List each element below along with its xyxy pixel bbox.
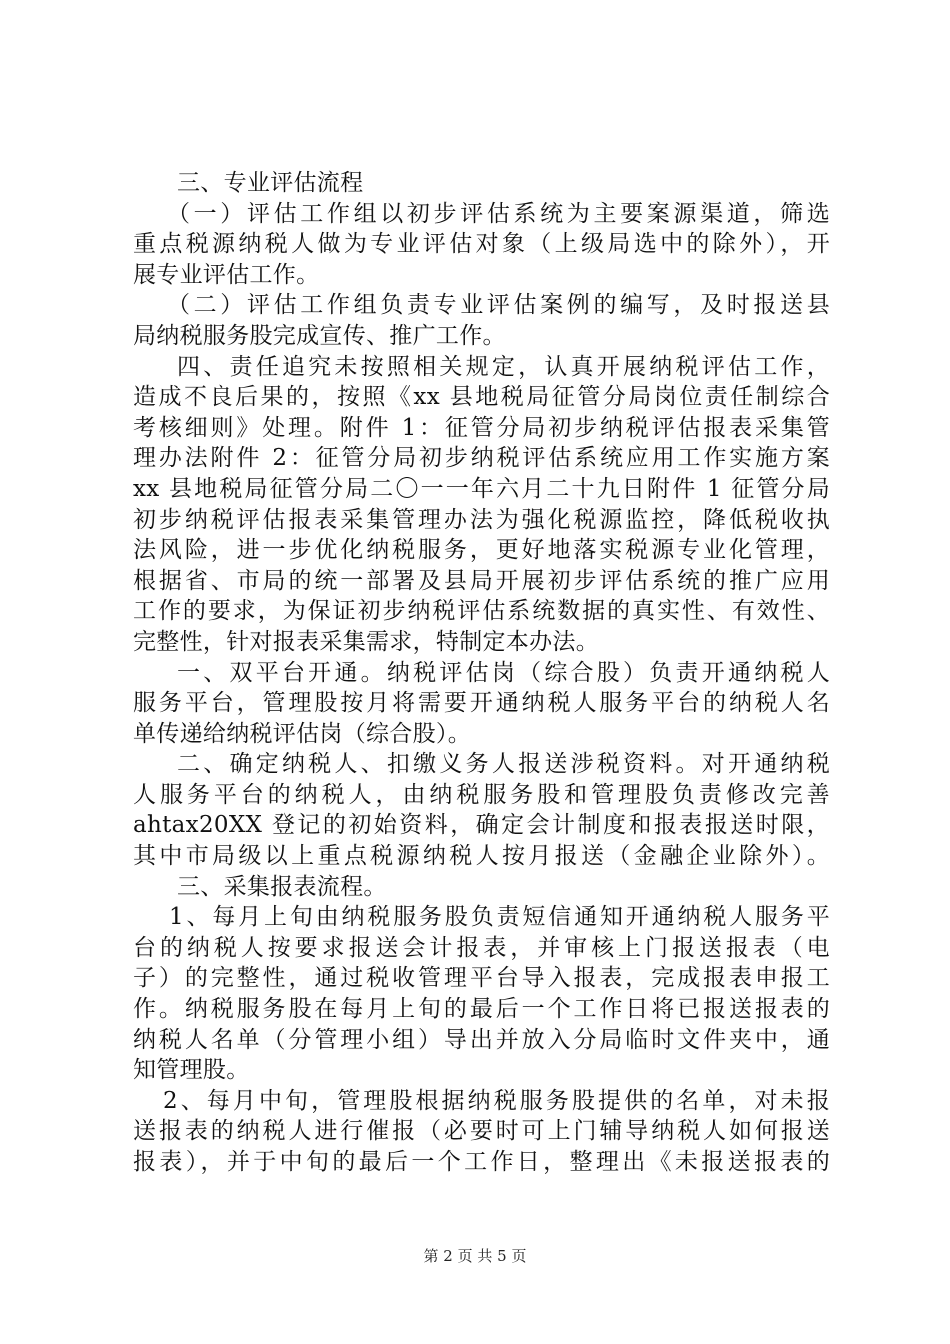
paragraph-line: 知管理股。 bbox=[133, 1057, 250, 1084]
document-body bbox=[133, 168, 830, 1178]
paragraph-line: 报表），并于中旬的最后一个工作日，整理出《未报送报表的 bbox=[133, 1149, 830, 1175]
paragraph-line: 其中市局级以上重点税源纳税人按月报送（金融企业除外）。 bbox=[133, 843, 830, 870]
paragraph-line: 四、责任追究未按照相关规定，认真开展纳税评估工作， bbox=[177, 353, 830, 380]
paragraph-line: 理办法附件 2：征管分局初步纳税评估系统应用工作实施方案 bbox=[133, 445, 830, 472]
paragraph-line: 2、每月中旬，管理股根据纳税服务股提供的名单，对未报 bbox=[163, 1087, 830, 1114]
section-heading: 三、专业评估流程 bbox=[177, 170, 364, 196]
paragraph-line: 1、每月上旬由纳税服务股负责短信通知开通纳税人服务平 bbox=[169, 904, 830, 931]
paragraph-line: xx 县地税局征管分局二〇一一年六月二十九日附件 1 征管分局 bbox=[133, 475, 830, 502]
section-heading: 三、采集报表流程。 bbox=[177, 873, 387, 900]
paragraph-line: 造成不良后果的，按照《xx 县地税局征管分局岗位责任制综合 bbox=[133, 384, 830, 411]
paragraph-line: 根据省、市局的统一部署及县局开展初步评估系统的推广应用 bbox=[133, 567, 830, 594]
paragraph-line: 单传递给纳税评估岗（综合股）。 bbox=[133, 720, 471, 747]
paragraph-line: 工作的要求，为保证初步纳税评估系统数据的真实性、有效性、 bbox=[133, 598, 830, 625]
paragraph-line: 局纳税服务股完成宣传、推广工作。 bbox=[133, 322, 506, 349]
paragraph-line: 展专业评估工作。 bbox=[133, 261, 320, 288]
paragraph-line: 纳税人名单（分管理小组）导出并放入分局临时文件夹中，通 bbox=[133, 1026, 830, 1053]
paragraph-line: 一、双平台开通。纳税评估岗（综合股）负责开通纳税人 bbox=[177, 659, 830, 686]
paragraph-line: 服务平台，管理股按月将需要开通纳税人服务平台的纳税人名 bbox=[133, 690, 830, 717]
paragraph-line: ahtax20XX 登记的初始资料，确定会计制度和报表报送时限， bbox=[133, 812, 830, 839]
paragraph-line: 送报表的纳税人进行催报（必要时可上门辅导纳税人如何报送 bbox=[133, 1118, 830, 1145]
paragraph-line: 人服务平台的纳税人，由纳税服务股和管理股负责修改完善 bbox=[133, 781, 830, 808]
page-number: 第 2 页 共 5 页 bbox=[423, 1247, 527, 1265]
paragraph-line: 子）的完整性，通过税收管理平台导入报表，完成报表申报工 bbox=[133, 965, 830, 992]
paragraph-line: 初步纳税评估报表采集管理办法为强化税源监控，降低税收执 bbox=[133, 506, 830, 533]
paragraph-line: 重点税源纳税人做为专业评估对象（上级局选中的除外），开 bbox=[133, 231, 830, 258]
paragraph-line: 台的纳税人按要求报送会计报表，并审核上门报送报表（电 bbox=[133, 934, 830, 961]
paragraph-line: （一）评估工作组以初步评估系统为主要案源渠道，筛选 bbox=[167, 200, 830, 227]
paragraph-line: 作。纳税服务股在每月上旬的最后一个工作日将已报送报表的 bbox=[133, 996, 830, 1023]
paragraph-line: 二、确定纳税人、扣缴义务人报送涉税资料。对开通纳税 bbox=[177, 751, 830, 778]
paragraph-line: 法风险，进一步优化纳税服务，更好地落实税源专业化管理， bbox=[133, 537, 830, 564]
paragraph-line: 完整性，针对报表采集需求，特制定本办法。 bbox=[133, 628, 599, 655]
paragraph-line: （二）评估工作组负责专业评估案例的编写，及时报送县 bbox=[167, 292, 830, 319]
paragraph-line: 考核细则》处理。附件 1：征管分局初步纳税评估报表采集管 bbox=[133, 414, 830, 441]
